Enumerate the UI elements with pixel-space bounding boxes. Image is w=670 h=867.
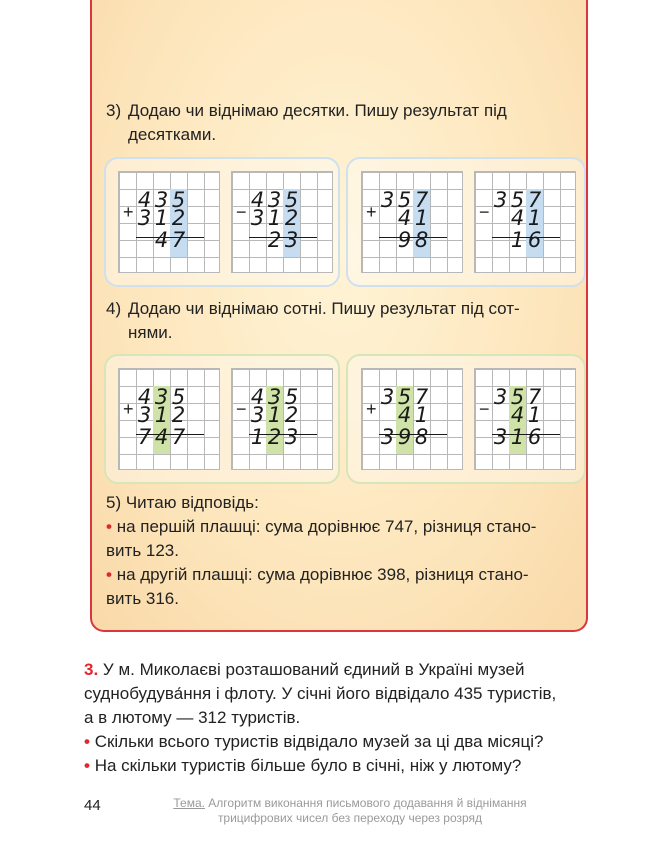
minus-sign: − [479,202,490,222]
bottom-digit: 3 [250,403,265,427]
bottom-digit: 2 [284,403,299,427]
top-digit: 5 [397,188,412,212]
bottom-digit: 1 [267,206,282,230]
tens-calc-grid [231,171,333,273]
top-digit: 7 [414,188,429,212]
top-digit: 3 [380,385,395,409]
plus-sign: + [366,202,377,222]
top-digit: 3 [154,385,169,409]
bottom-digit: 3 [137,206,152,230]
result-digit: 3 [493,425,508,449]
bottom-digit: 2 [284,206,299,230]
bottom-digit: 1 [154,403,169,427]
hundreds-calc-grid [231,368,333,470]
result-digit: 6 [527,425,542,449]
bottom-digit: 4 [397,403,412,427]
page-footer-topic: Тема. Алгоритм виконання письмового додавання й віднімання трицифрових чисел без переходу через розряд [173,796,527,825]
tens-calc-grid [118,171,220,273]
plus-sign: + [123,399,134,419]
result-digit: 9 [397,425,412,449]
result-digit: 3 [380,425,395,449]
bottom-digit: 3 [250,206,265,230]
top-digit: 7 [527,385,542,409]
result-digit: 1 [510,425,525,449]
result-digit: 2 [267,425,282,449]
top-digit: 3 [267,188,282,212]
result-digit: 4 [154,228,169,252]
minus-sign: − [236,202,247,222]
top-digit: 5 [284,188,299,212]
bottom-digit: 4 [510,403,525,427]
bottom-digit: 1 [267,403,282,427]
step-5-answer: 5) Читаю відповідь: • на першій плашці: сума дорівнює 747, різниця стано- вить 123. • на другій плашці: сума дорівнює 398, різниця стано- вить 316. [106,493,537,608]
bottom-digit: 3 [137,403,152,427]
top-digit: 4 [137,188,152,212]
result-digit: 8 [414,228,429,252]
top-digit: 5 [510,385,525,409]
plus-sign: + [123,202,134,222]
result-digit: 4 [154,425,169,449]
minus-sign: − [479,399,490,419]
bottom-digit: 2 [171,403,186,427]
plus-sign: + [366,399,377,419]
top-digit: 7 [414,385,429,409]
top-digit: 4 [250,188,265,212]
tens-calc-grid [361,171,463,273]
bottom-digit: 2 [171,206,186,230]
bottom-digit: 1 [414,206,429,230]
top-digit: 5 [510,188,525,212]
result-digit: 3 [284,228,299,252]
bottom-digit: 1 [414,403,429,427]
result-digit: 9 [397,228,412,252]
top-digit: 4 [137,385,152,409]
result-digit: 3 [284,425,299,449]
top-digit: 3 [154,188,169,212]
bottom-digit: 4 [510,206,525,230]
tens-calc-grid [474,171,576,273]
bottom-digit: 1 [527,206,542,230]
result-digit: 2 [267,228,282,252]
result-digit: 1 [510,228,525,252]
top-digit: 3 [267,385,282,409]
page-number: 44 [84,797,101,814]
top-digit: 7 [527,188,542,212]
bottom-digit: 1 [527,403,542,427]
top-digit: 4 [250,385,265,409]
bottom-digit: 4 [397,206,412,230]
hundreds-calc-grid [118,368,220,470]
result-digit: 1 [250,425,265,449]
task-3-text: 3. У м. Миколаєві розташований єдиний в Україні музей суднобудува́ння і флоту. У січні його відвідало 435 туристів, а в лютому — 312 туристів. • Скільки всього туристів відвідало музей за ці два місяці? • На скільки туристів більше було в січні, ніж у лютому? [84,660,557,775]
result-digit: 6 [527,228,542,252]
top-digit: 5 [397,385,412,409]
top-digit: 5 [171,188,186,212]
hundreds-calc-grid [361,368,463,470]
step-4-instruction: 4) Додаю чи віднімаю сотні. Пишу результат під сот- нями. [106,299,520,342]
step-3-instruction: 3) Додаю чи віднімаю десятки. Пишу результат під десятками. [106,101,507,144]
top-digit: 3 [493,385,508,409]
minus-sign: − [236,399,247,419]
top-digit: 3 [493,188,508,212]
result-digit: 7 [171,228,186,252]
result-digit: 8 [414,425,429,449]
top-digit: 5 [171,385,186,409]
top-digit: 3 [380,188,395,212]
hundreds-calc-grid [474,368,576,470]
result-digit: 7 [171,425,186,449]
top-digit: 5 [284,385,299,409]
bottom-digit: 1 [154,206,169,230]
result-digit: 7 [137,425,152,449]
